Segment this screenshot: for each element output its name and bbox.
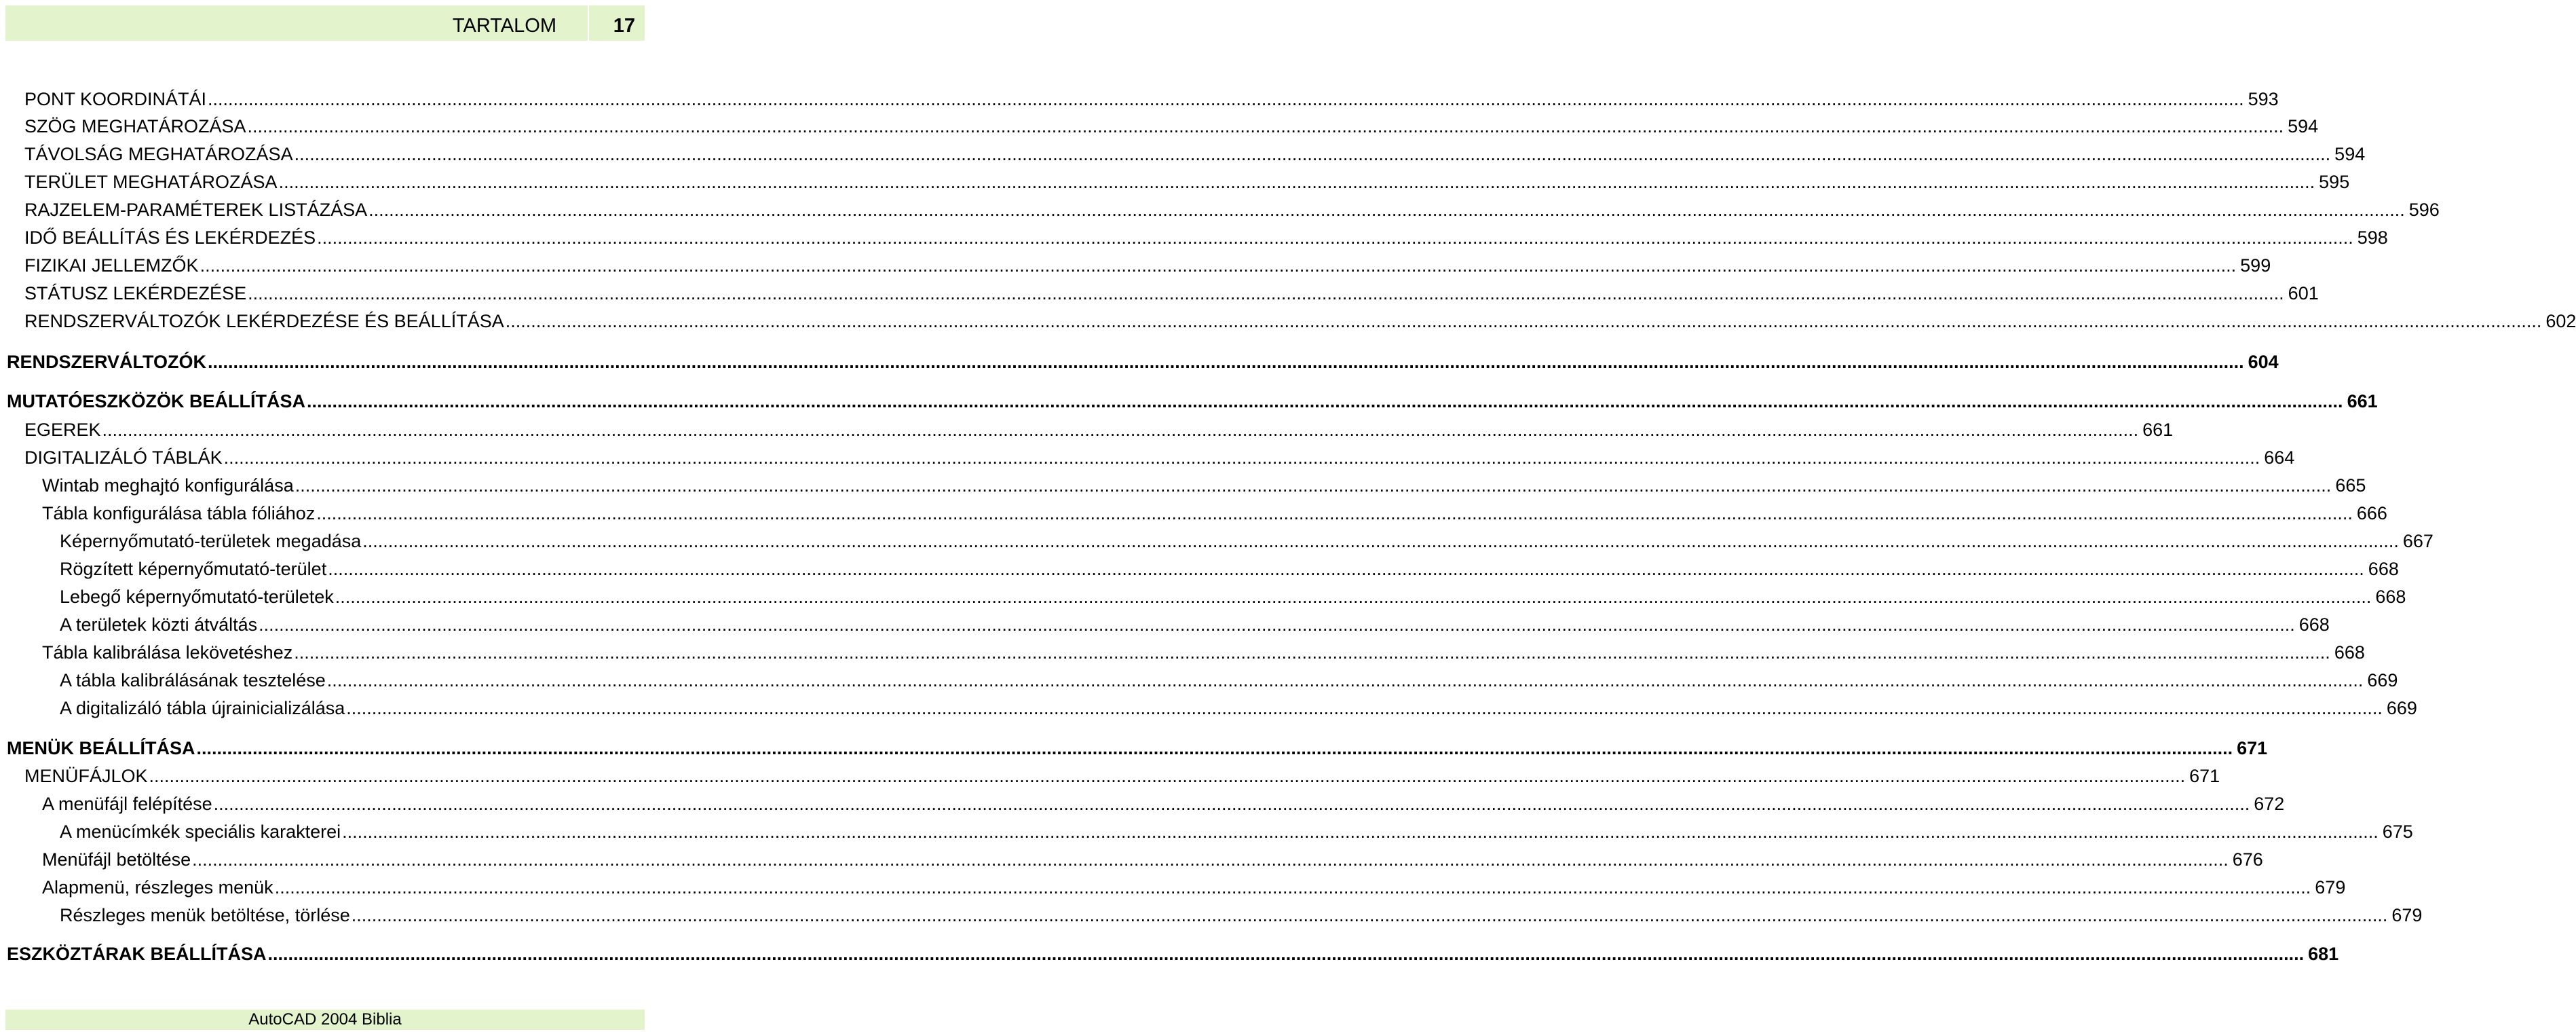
toc-entry-label: MUTATÓESZKÖZÖK BEÁLLÍTÁSA — [7, 391, 305, 411]
toc-entry-page: 669 — [2367, 670, 2398, 690]
toc-leader-dots: ................................................................................................................................................................................................................................................................................................................................................................................................................ — [368, 200, 2405, 220]
toc-entry-page: 595 — [2319, 172, 2350, 192]
toc-entry-page: 594 — [2288, 116, 2319, 136]
toc-entry-page: 668 — [2375, 587, 2406, 607]
toc-entry-page: 672 — [2254, 794, 2285, 814]
toc-entry-page: 668 — [2298, 614, 2330, 635]
toc-entry-page: 681 — [2308, 944, 2339, 964]
toc-entry-label: FIZIKAI JELLEMZŐK — [24, 255, 199, 276]
toc-entry — [7, 940, 2339, 965]
toc-entry-label: Tábla konfigurálása tábla fóliához — [42, 503, 316, 523]
toc-entry-page: 593 — [2248, 89, 2279, 109]
toc-entry-label: A menücímkék speciális karakterei — [60, 821, 341, 842]
toc-entry-label: Képernyőmutató-területek megadása — [60, 531, 362, 551]
toc-entry-label: ESZKÖZTÁRAK BEÁLLÍTÁSA — [7, 944, 267, 964]
toc-entry-label: Rögzített képernyőmutató-terület — [60, 559, 327, 579]
toc-entry-page: 665 — [2335, 475, 2366, 496]
toc-entry-page: 604 — [2248, 352, 2279, 372]
toc-leader-dots: ................................................................................................................................................................................................................................................................................................................................................................................................................ — [192, 849, 2229, 870]
toc-leader-dots: ................................................................................................................................................................................................................................................................................................................................................................................................................ — [102, 420, 2139, 440]
toc-entry-page: 679 — [2315, 877, 2346, 898]
toc-entry-page: 675 — [2382, 821, 2413, 842]
toc-leader-dots: ................................................................................................................................................................................................................................................................................................................................................................................................................ — [335, 587, 2372, 607]
toc-leader-dots: ................................................................................................................................................................................................................................................................................................................................................................................................................ — [149, 766, 2186, 786]
toc-leader-dots: ................................................................................................................................................................................................................................................................................................................................................................................................................ — [294, 144, 2331, 164]
toc-entry-label: STÁTUSZ LEKÉRDEZÉSE — [24, 283, 247, 303]
toc-leader-dots: ................................................................................................................................................................................................................................................................................................................................................................................................................ — [328, 559, 2364, 579]
toc-entry — [24, 86, 2279, 110]
toc-entry — [60, 555, 2399, 580]
toc-entry-label: Tábla kalibrálása lekövetéshez — [42, 642, 293, 663]
toc-entry-page: 599 — [2240, 255, 2271, 276]
toc-entry — [7, 388, 2378, 412]
toc-entry — [60, 528, 2433, 552]
toc-leader-dots: ................................................................................................................................................................................................................................................................................................................................................................................................................ — [317, 227, 2353, 248]
toc-entry-label: A digitalizáló tábla újrainicializálása — [60, 698, 345, 718]
toc-entry — [24, 280, 2319, 304]
toc-entry-label: PONT KOORDINÁTÁI — [24, 89, 207, 109]
toc-entry — [24, 224, 2388, 248]
toc-entry — [24, 196, 2440, 221]
toc-entry-page: 668 — [2368, 559, 2399, 579]
toc-entry-label: EGEREK — [24, 420, 101, 440]
toc-entry-label: TÁVOLSÁG MEGHATÁROZÁSA — [24, 144, 293, 164]
toc-entry — [60, 818, 2413, 843]
toc-entry — [24, 168, 2350, 193]
toc-entry — [60, 611, 2330, 635]
toc-entry — [42, 790, 2285, 815]
toc-leader-dots: ................................................................................................................................................................................................................................................................................................................................................................................................................ — [306, 391, 2343, 411]
toc-entry-page: 666 — [2356, 503, 2387, 523]
toc-leader-dots: ................................................................................................................................................................................................................................................................................................................................................................................................................ — [196, 738, 2233, 758]
toc-entry-label: SZÖG MEGHATÁROZÁSA — [24, 116, 246, 136]
toc-entry — [24, 444, 2295, 468]
toc-entry-page: 602 — [2545, 311, 2576, 331]
toc-entry-label: Lebegő képernyőmutató-területek — [60, 587, 334, 607]
toc-leader-dots: ................................................................................................................................................................................................................................................................................................................................................................................................................ — [362, 531, 2399, 551]
toc-entry — [60, 695, 2417, 719]
toc-leader-dots: ................................................................................................................................................................................................................................................................................................................................................................................................................ — [342, 821, 2379, 842]
header-page-number: 17 — [613, 15, 635, 37]
toc-entry — [42, 500, 2387, 524]
toc-entry-page: 671 — [2237, 738, 2268, 758]
toc-entry-label: Wintab meghajtó konfigurálása — [42, 475, 294, 496]
toc-leader-dots: ................................................................................................................................................................................................................................................................................................................................................................................................................ — [248, 283, 2284, 303]
toc-entry — [24, 762, 2220, 787]
toc-leader-dots: ................................................................................................................................................................................................................................................................................................................................................................................................................ — [346, 698, 2383, 718]
toc-entry-page: 667 — [2402, 531, 2433, 551]
toc-leader-dots: ................................................................................................................................................................................................................................................................................................................................................................................................................ — [351, 905, 2388, 925]
toc-entry — [7, 735, 2268, 759]
toc-leader-dots: ................................................................................................................................................................................................................................................................................................................................................................................................................ — [247, 116, 2284, 136]
toc-entry-page: 664 — [2264, 447, 2295, 468]
page-footer — [5, 1010, 645, 1030]
toc-leader-dots: ................................................................................................................................................................................................................................................................................................................................................................................................................ — [213, 794, 2250, 814]
header-title: TARTALOM — [452, 15, 556, 37]
toc-entry-label: A területek közti átváltás — [60, 614, 258, 635]
toc-entry-page: 596 — [2408, 200, 2440, 220]
toc-entry — [24, 252, 2271, 276]
toc-leader-dots: ................................................................................................................................................................................................................................................................................................................................................................................................................ — [267, 944, 2305, 964]
toc-leader-dots: ................................................................................................................................................................................................................................................................................................................................................................................................................ — [200, 255, 2237, 276]
toc-entry — [24, 141, 2366, 165]
toc-entry-label: MENÜFÁJLOK — [24, 766, 148, 786]
toc-entry-page: 601 — [2288, 283, 2319, 303]
toc-entry — [42, 846, 2263, 870]
toc-entry-label: RAJZELEM-PARAMÉTEREK LISTÁZÁSA — [24, 200, 368, 220]
footer-title: AutoCAD 2004 Biblia — [248, 1010, 402, 1029]
toc-entry-page: 671 — [2189, 766, 2220, 786]
toc-entry-label: DIGITALIZÁLÓ TÁBLÁK — [24, 447, 223, 468]
toc-leader-dots: ................................................................................................................................................................................................................................................................................................................................................................................................................ — [294, 642, 2330, 663]
toc-entry-page: 661 — [2142, 420, 2174, 440]
toc-entry-label: Alapmenü, részleges menük — [42, 877, 273, 898]
toc-entry — [7, 348, 2279, 373]
toc-entry-label: A menüfájl felépítése — [42, 794, 212, 814]
toc-leader-dots: ................................................................................................................................................................................................................................................................................................................................................................................................................ — [223, 447, 2260, 468]
toc-entry-label: TERÜLET MEGHATÁROZÁSA — [24, 172, 278, 192]
toc-leader-dots: ................................................................................................................................................................................................................................................................................................................................................................................................................ — [274, 877, 2311, 898]
toc-entry — [24, 308, 2576, 332]
toc-leader-dots: ................................................................................................................................................................................................................................................................................................................................................................................................................ — [208, 352, 2244, 372]
toc-entry — [42, 472, 2366, 496]
toc-leader-dots: ................................................................................................................................................................................................................................................................................................................................................................................................................ — [505, 311, 2542, 331]
toc-entry-page: 676 — [2232, 849, 2263, 870]
toc-entry-label: Részleges menük betöltése, törlése — [60, 905, 350, 925]
toc-entry-label: Menüfájl betöltése — [42, 849, 191, 870]
toc-leader-dots: ................................................................................................................................................................................................................................................................................................................................................................................................................ — [295, 475, 2332, 496]
toc-entry-label: RENDSZERVÁLTOZÓK — [7, 352, 207, 372]
toc-entry — [42, 639, 2365, 663]
toc-entry-page: 679 — [2391, 905, 2423, 925]
toc-entry — [60, 902, 2423, 926]
toc-leader-dots: ................................................................................................................................................................................................................................................................................................................................................................................................................ — [326, 670, 2364, 690]
toc-leader-dots: ................................................................................................................................................................................................................................................................................................................................................................................................................ — [278, 172, 2315, 192]
toc-entry — [24, 416, 2174, 441]
toc-leader-dots: ................................................................................................................................................................................................................................................................................................................................................................................................................ — [259, 614, 2295, 635]
toc-entry-label: IDŐ BEÁLLÍTÁS ÉS LEKÉRDEZÉS — [24, 227, 316, 248]
toc-entry-label: RENDSZERVÁLTOZÓK LEKÉRDEZÉSE ÉS BEÁLLÍTÁSA — [24, 311, 504, 331]
toc-entry-page: 669 — [2386, 698, 2417, 718]
toc-entry — [60, 667, 2398, 691]
toc-entry-page: 668 — [2334, 642, 2365, 663]
toc-leader-dots: ................................................................................................................................................................................................................................................................................................................................................................................................................ — [208, 89, 2244, 109]
toc-leader-dots: ................................................................................................................................................................................................................................................................................................................................................................................................................ — [316, 503, 2353, 523]
toc-entry-label: MENÜK BEÁLLÍTÁSA — [7, 738, 195, 758]
toc-entry-label: A tábla kalibrálásának tesztelése — [60, 670, 326, 690]
toc-entry — [42, 874, 2346, 898]
toc-entry — [24, 113, 2319, 137]
toc-entry-page: 661 — [2347, 391, 2378, 411]
toc-entry — [60, 583, 2406, 608]
toc-entry-page: 594 — [2334, 144, 2366, 164]
toc-entry-page: 598 — [2357, 227, 2388, 248]
